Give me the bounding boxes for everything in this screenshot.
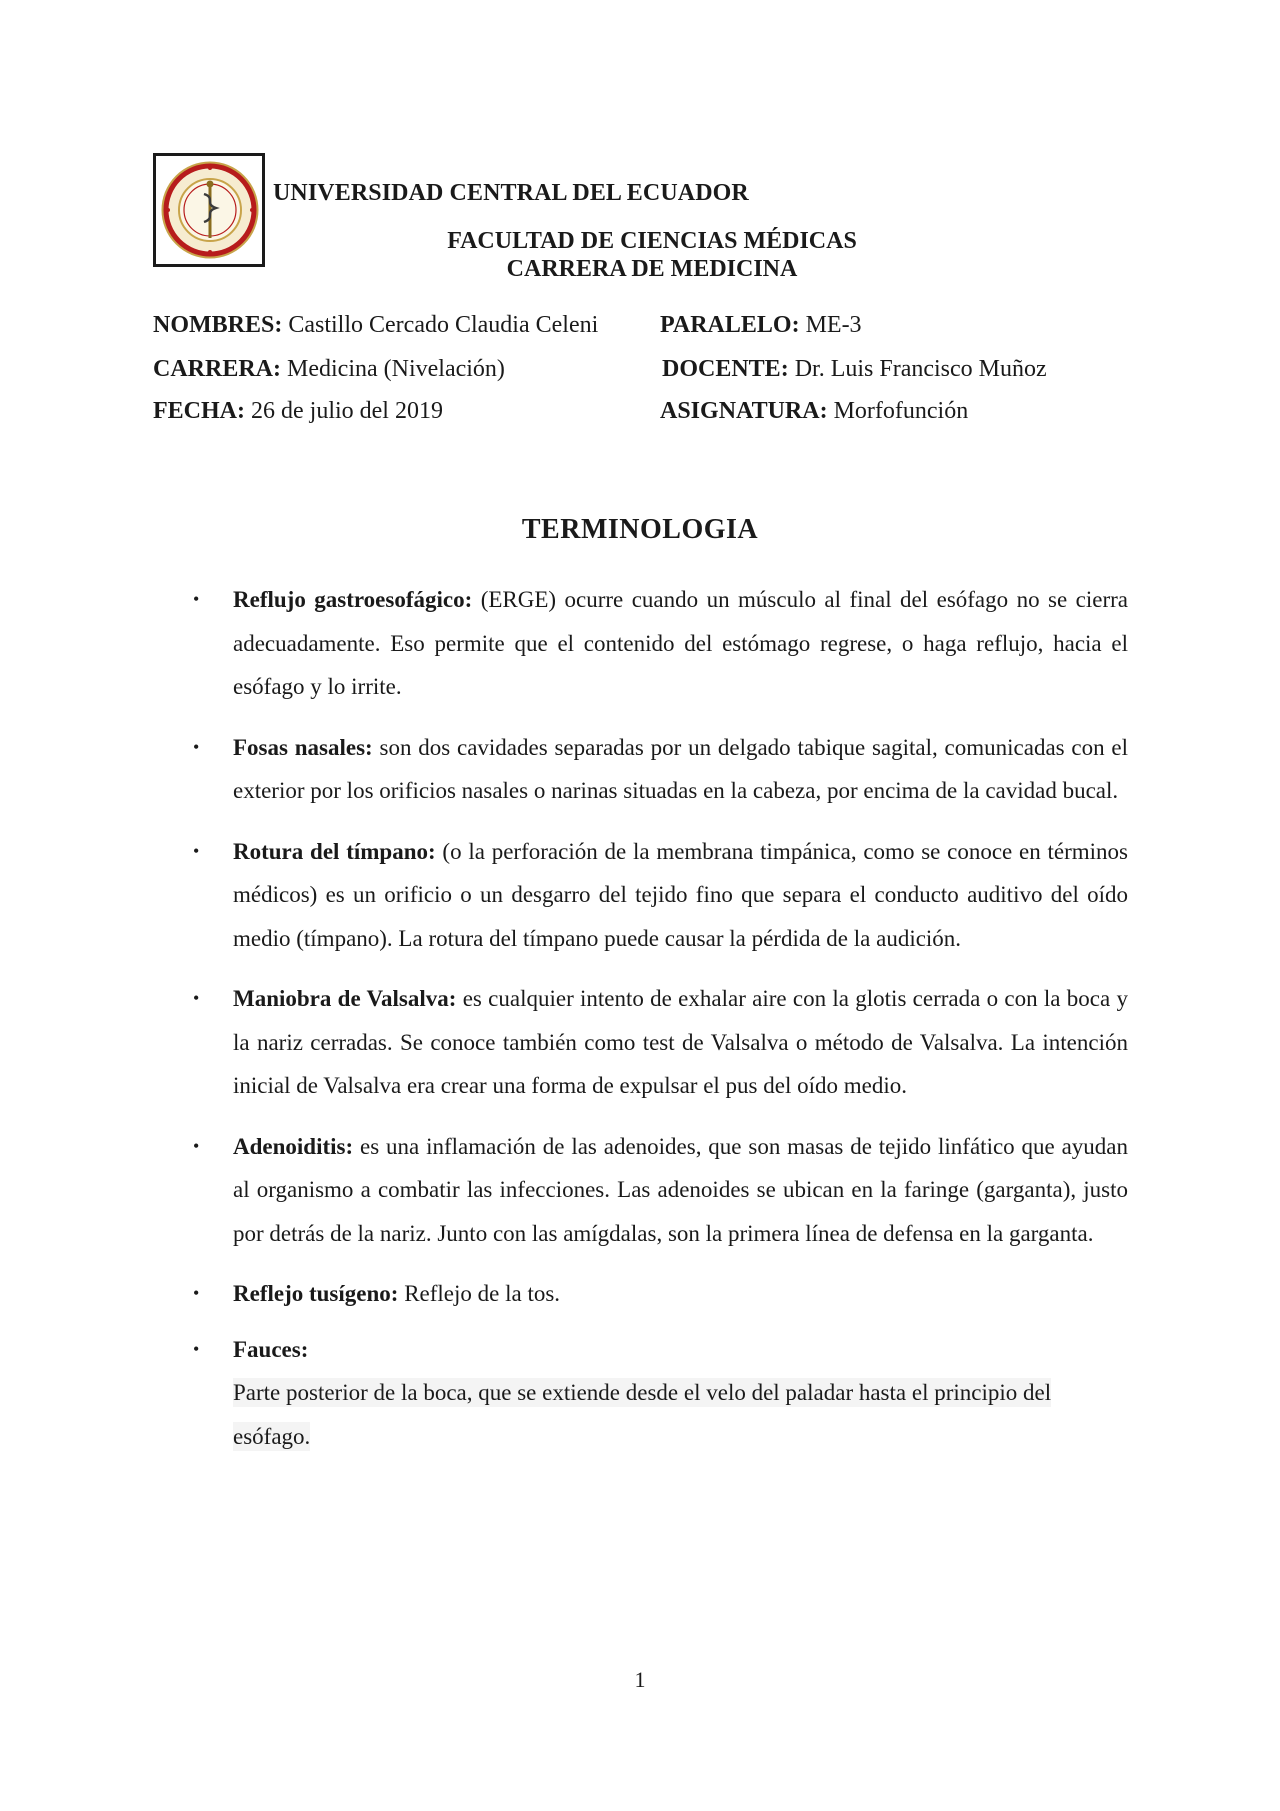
term-definition: (o la perforación de la membrana timpánica, como se conoce en términos médicos) es un orificio o un desgarro del tejido fino que separa el conducto auditivo del oído medio (tímpano). La rotura del tímpano puede causar la pérdida de la audición. [233, 838, 1128, 951]
paralelo-field [660, 312, 862, 339]
fecha-value: 26 de julio del 2019 [251, 398, 443, 424]
asignatura-label: ASIGNATURA: [660, 398, 828, 424]
list-item [193, 1125, 1128, 1256]
term-definition: (ERGE) ocurre cuando un músculo al final del esófago no se cierra adecuadamente. Eso permite que el contenido del estómago regrese, o haga reflujo, hacia el esófago y lo irrite. [233, 587, 1128, 699]
nombres-value: Castillo Cercado Claudia Celeni [288, 312, 599, 338]
bullet-icon: • [193, 988, 200, 1008]
faculty-name: FACULTAD DE CIENCIAS MÉDICAS [447, 228, 857, 254]
term-label: Fauces: [233, 1336, 309, 1362]
term-definition: Reflejo de la tos. [398, 1281, 561, 1306]
asignatura-field [660, 398, 968, 425]
bullet-icon: • [193, 1135, 200, 1156]
term-label: Adenoiditis: [233, 1133, 354, 1159]
nombres-label: NOMBRES: [153, 312, 283, 338]
list-item [193, 830, 1128, 961]
docente-label: DOCENTE: [662, 356, 789, 382]
career-title: CARRERA DE MEDICINA [506, 256, 798, 282]
university-name: UNIVERSIDAD CENTRAL DEL ECUADOR [273, 180, 749, 206]
asignatura-value: Morfofunción [833, 398, 969, 424]
docente-field [662, 356, 1047, 383]
bullet-icon: • [193, 1283, 200, 1303]
term-label: Reflujo gastroesofágico: [233, 587, 473, 612]
bullet-icon: • [193, 736, 200, 757]
bullet-icon: • [193, 589, 200, 609]
term-definition-block [233, 1371, 1128, 1458]
carrera-label: CARRERA: [153, 356, 281, 382]
term-label: Maniobra de Valsalva: [233, 986, 457, 1011]
term-label: Rotura del tímpano: [233, 838, 436, 864]
paralelo-label: PARALELO: [660, 312, 800, 338]
term-label: Reflejo tusígeno: [233, 1281, 399, 1306]
list-item [193, 578, 1128, 709]
list-item [193, 1328, 1128, 1459]
carrera-value: Medicina (Nivelación) [287, 356, 505, 382]
page-number: 1 [634, 1667, 646, 1692]
paralelo-value: ME-3 [805, 312, 862, 338]
term-definition: es cualquier intento de exhalar aire con la glotis cerrada o con la boca y la nariz cerradas. Se conoce también como test de Valsalva o método de Valsalva. La intención inicial de Valsalva era crear una forma de expulsar el pus del oído medio. [233, 986, 1128, 1098]
list-item [193, 726, 1129, 813]
fecha-field [153, 398, 443, 425]
bullet-icon: • [193, 1338, 200, 1359]
term-definition: es una inflamación de las adenoides, que son masas de tejido linfático que ayudan al organismo a combatir las infecciones. Las adenoides se ubican en la faringe (garganta), justo por detrás de la nariz. Junto con las amígdalas, son la primera línea de defensa en la garganta. [233, 1133, 1128, 1246]
section-heading: TERMINOLOGIA [521, 514, 759, 545]
terminology-list [193, 578, 1129, 1470]
carrera-field [153, 356, 505, 383]
fecha-label: FECHA: [153, 398, 245, 424]
list-item [193, 977, 1128, 1108]
term-label: Fosas nasales: [233, 734, 373, 760]
student-name [153, 312, 598, 339]
term-definition: Parte posterior de la boca, que se extiende desde el velo del paladar hasta el principio del esófago. [233, 1380, 1052, 1449]
docente-value: Dr. Luis Francisco Muñoz [794, 356, 1047, 382]
bullet-icon: • [193, 840, 200, 861]
term-definition: son dos cavidades separadas por un delgado tabique sagital, comunicadas con el exterior por los orificios nasales o narinas situadas en la cabeza, por encima de la cavidad bucal. [233, 734, 1129, 803]
list-item [193, 1272, 1128, 1316]
